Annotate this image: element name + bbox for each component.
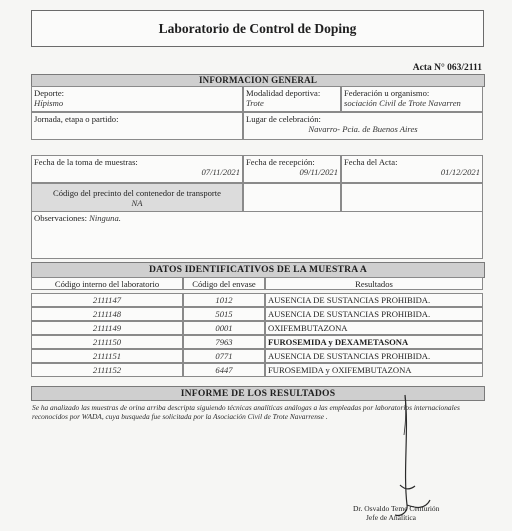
col-header-codigo-envase: Código del envase [183, 277, 265, 290]
precinto-label: Código del precinto del contenedor de transporte [52, 188, 221, 198]
deporte-label: Deporte: [34, 88, 65, 98]
observaciones-label: Observaciones: [34, 213, 87, 223]
deporte-cell [31, 86, 243, 112]
page-title: Laboratorio de Control de Doping [31, 10, 484, 47]
lugar-cell [243, 112, 483, 140]
lugar-label: Lugar de celebración: [246, 114, 321, 124]
table-row-1-codigo: 2111147 [31, 293, 183, 307]
table-row-1-resultado: AUSENCIA DE SUSTANCIAS PROHIBIDA. [265, 293, 483, 307]
fecha-toma-cell [31, 155, 243, 183]
informe-text: Se ha analizado las muestras de orina arriba descripta siguiendo técnicas analíticas análogas a las empleadas por laboratorios internacionales reconocidos por WADA, cuya busqueda fue solicitada por la Asociación Civil de Trote Navarrense . [32, 403, 460, 421]
section-datos-muestra: DATOS IDENTIFICATIVOS DE LA MUESTRA A [31, 262, 485, 278]
table-row-3-resultado: OXIFEMBUTAZONA [265, 321, 483, 335]
table-row-4-envase: 7963 [183, 335, 265, 349]
section-informe-resultados: INFORME DE LOS RESULTADOS [31, 386, 485, 401]
signer-name: Dr. Osvaldo Teme Centurión [353, 504, 440, 513]
table-row-3-envase: 0001 [183, 321, 265, 335]
table-row-2-codigo: 2111148 [31, 307, 183, 321]
fecha-acta-label: Fecha del Acta: [344, 157, 398, 167]
table-row-4-codigo: 2111150 [31, 335, 183, 349]
deporte-value: Hípismo [34, 98, 64, 108]
modalidad-label: Modalidad deportiva: [246, 88, 321, 98]
federacion-cell [341, 86, 483, 112]
table-row-2-resultado: AUSENCIA DE SUSTANCIAS PROHIBIDA. [265, 307, 483, 321]
fecha-toma-value: 07/11/2021 [201, 167, 240, 177]
section-informacion-general: INFORMACION GENERAL [31, 74, 485, 87]
precinto-empty-cell [243, 183, 341, 212]
table-row-2-envase: 5015 [183, 307, 265, 321]
fecha-recepcion-cell [243, 155, 341, 183]
table-row-5-envase: 0771 [183, 349, 265, 363]
fecha-recepcion-value: 09/11/2021 [299, 167, 338, 177]
precinto-value: NA [131, 198, 143, 208]
table-row-6-codigo: 2111152 [31, 363, 183, 377]
federacion-label: Federación u organismo: [344, 88, 430, 98]
jornada-label: Jornada, etapa o partido: [34, 114, 119, 124]
modalidad-cell [243, 86, 341, 112]
jornada-cell [31, 112, 243, 140]
table-row-5-resultado: AUSENCIA DE SUSTANCIAS PROHIBIDA. [265, 349, 483, 363]
precinto-empty-cell-2 [341, 183, 483, 212]
federacion-value: sociación Civil de Trote Navarren [344, 98, 461, 108]
table-row-1-envase: 1012 [183, 293, 265, 307]
table-row-5-codigo: 2111151 [31, 349, 183, 363]
precinto-cell [31, 183, 243, 212]
observaciones-value: Ninguna. [89, 213, 121, 223]
fecha-acta-value: 01/12/2021 [440, 167, 480, 177]
table-row-3-codigo: 2111149 [31, 321, 183, 335]
modalidad-value: Trote [246, 98, 264, 108]
col-header-codigo-interno: Código interno del laboratorio [31, 277, 183, 290]
fecha-recepcion-label: Fecha de recepción: [246, 157, 315, 167]
fecha-acta-cell [341, 155, 483, 183]
fecha-toma-label: Fecha de la toma de muestras: [34, 157, 138, 167]
observaciones-cell [31, 212, 483, 259]
lugar-value: Navarro- Pcia. de Buenos Aires [308, 124, 418, 134]
acta-number: Acta N° 063/2111 [412, 63, 482, 73]
table-row-4-resultado: FUROSEMIDA y DEXAMETASONA [265, 335, 483, 349]
signer-role: Jefe de Analítica [366, 513, 416, 522]
table-row-6-resultado: FUROSEMIDA y OXIFEMBUTAZONA [265, 363, 483, 377]
table-row-6-envase: 6447 [183, 363, 265, 377]
col-header-resultados: Resultados [265, 277, 483, 290]
